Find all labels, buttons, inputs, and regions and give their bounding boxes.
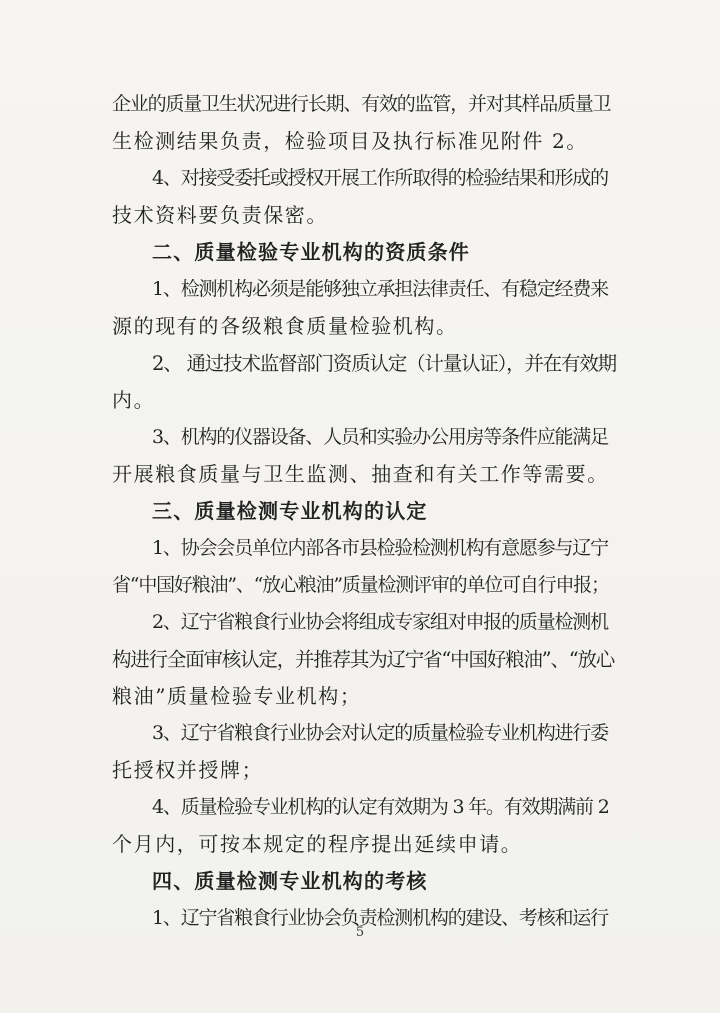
- section-heading-4: 四、质量检测专业机构的考核: [152, 869, 428, 893]
- text-line: 内。: [112, 388, 156, 412]
- paragraph-start: 4、对接受委托或授权开展工作所取得的检验结果和形成的: [152, 167, 608, 189]
- section-heading-3: 三、质量检测专业机构的认定: [152, 499, 428, 523]
- paragraph-start: 1、协会会员单位内部各市县检验检测机构有意愿参与辽宁: [152, 537, 608, 559]
- text-line: 源的现有的各级粮食质量检验机构。: [112, 314, 458, 338]
- text-line: 企业的质量卫生状况进行长期、有效的监管，并对其样品质量卫: [112, 93, 611, 115]
- text-line: 个月内，可按本规定的程序提出延续申请。: [112, 832, 523, 856]
- paragraph-start: 4、质量检验专业机构的认定有效期为 3 年。有效期满前 2: [152, 796, 609, 818]
- paragraph-start: 3、机构的仪器设备、人员和实验办公用房等条件应能满足: [152, 426, 608, 448]
- text-line: 构进行全面审核认定，并推荐其为辽宁省“中国好粮油”、“放心: [112, 648, 615, 671]
- paragraph-start: 1、辽宁省粮食行业协会负责检测机构的建设、考核和运行: [152, 907, 608, 929]
- text-line: 技术资料要负责保密。: [112, 203, 328, 227]
- text-line: 生检测结果负责，检验项目及执行标准见附件 2。: [112, 129, 588, 153]
- section-heading-2: 二、质量检验专业机构的资质条件: [152, 240, 470, 264]
- paragraph-start: 2、 通过技术监督部门资质认定（计量认证），并在有效期: [152, 352, 616, 375]
- text-line: 托授权并授牌；: [112, 758, 264, 782]
- page-number: 5: [355, 925, 365, 940]
- paragraph-start: 2、辽宁省粮食行业协会将组成专家组对申报的质量检测机: [152, 611, 608, 633]
- paragraph-start: 1、检测机构必须是能够独立承担法律责任、有稳定经费来: [152, 278, 608, 300]
- paragraph-start: 3、辽宁省粮食行业协会对认定的质量检验专业机构进行委: [152, 722, 608, 744]
- document-body: [112, 86, 617, 937]
- text-line: 省“中国好粮油”、“放心粮油”质量检测评审的单位可自行申报；: [112, 574, 609, 596]
- text-line: 开展粮食质量与卫生监测、抽查和有关工作等需要。: [112, 462, 609, 486]
- text-line: 粮油”质量检验专业机构；: [112, 684, 362, 708]
